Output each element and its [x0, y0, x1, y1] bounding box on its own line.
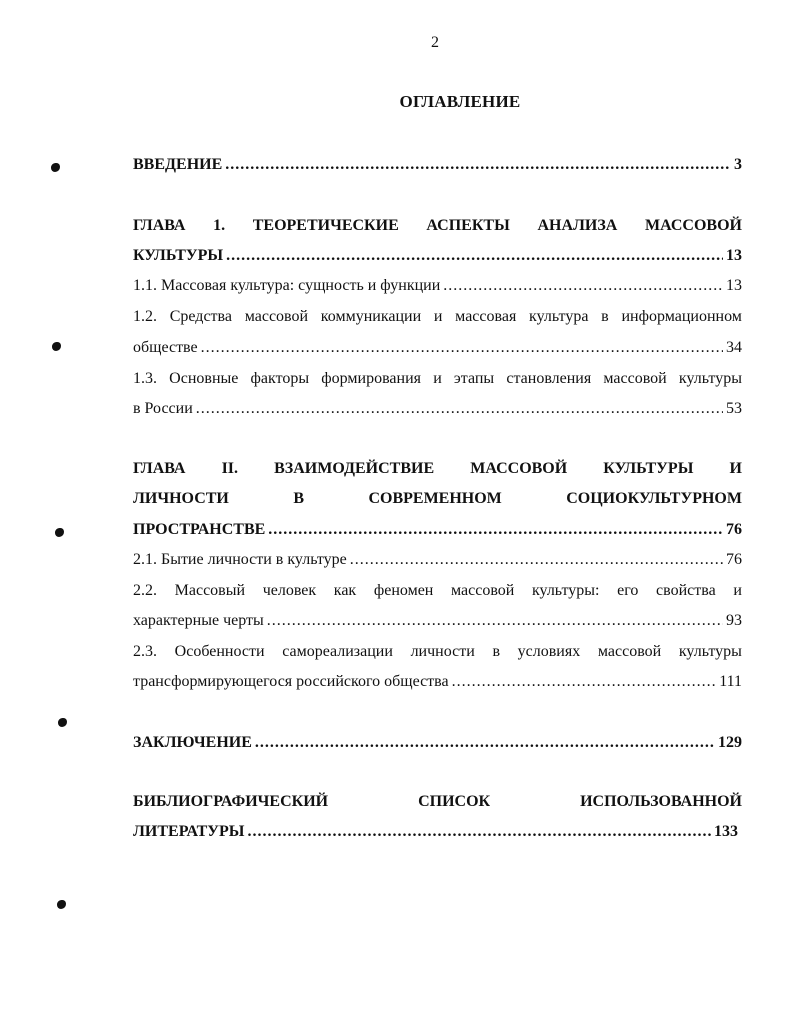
dot-leader [452, 672, 717, 692]
section-word: Основные [169, 370, 239, 387]
section-word: 2.2. [133, 582, 157, 599]
section-word: человек [262, 582, 317, 599]
toc-entry-page: 133 [714, 823, 738, 840]
toc-chapter2-heading-cont[interactable] [133, 520, 742, 540]
toc-entry-title: характерные черты [133, 612, 264, 629]
section-word: и [433, 308, 443, 325]
toc-entry-page: 53 [726, 400, 742, 417]
heading-word: II. [221, 460, 239, 477]
heading-word: ТЕОРЕТИЧЕСКИЕ [252, 217, 399, 234]
section-word: и [433, 370, 442, 387]
section-word: личности [410, 643, 475, 660]
section-word: Особенности [174, 643, 265, 660]
punch-hole-mark [58, 718, 67, 727]
dot-leader [350, 550, 723, 570]
section-word: Средства [169, 308, 232, 325]
toc-bibliography-heading-cont[interactable] [133, 822, 738, 842]
toc-section-2-3-cont[interactable] [133, 672, 742, 692]
toc-section-2-1[interactable] [133, 550, 742, 570]
section-word: 2.3. [133, 643, 157, 660]
dot-leader [226, 246, 723, 266]
section-word: культуры: [531, 582, 600, 599]
section-word: коммуникации [320, 308, 422, 325]
section-word: массовой [603, 370, 667, 387]
dot-leader [255, 733, 715, 753]
toc-chapter1-heading-cont[interactable] [133, 246, 742, 266]
toc-entry-title: обществе [133, 339, 198, 356]
toc-chapter1-heading[interactable] [133, 216, 742, 236]
section-word: условиях [517, 643, 581, 660]
toc-section-2-2-cont[interactable] [133, 611, 742, 631]
heading-word: СПИСОК [418, 793, 491, 810]
toc-entry-title: в России [133, 400, 193, 417]
heading-word: КУЛЬТУРЫ [603, 460, 694, 477]
heading-word: ЛИЧНОСТИ [133, 490, 229, 507]
heading-word: СОЦИОКУЛЬТУРНОМ [566, 490, 742, 507]
section-word: 1.3. [133, 370, 157, 387]
dot-leader [225, 155, 731, 175]
heading-word: И [729, 460, 742, 477]
toc-entry-page: 111 [719, 673, 742, 690]
section-word: факторы [250, 370, 310, 387]
dot-leader [247, 822, 711, 842]
toc-entry-title: трансформирующегося российского общества [133, 673, 449, 690]
section-word: массовой [244, 308, 309, 325]
toc-entry-page: 76 [726, 551, 742, 568]
section-word: массовой [597, 643, 662, 660]
toc-entry-page: 13 [726, 277, 742, 294]
section-word: массовая [455, 308, 517, 325]
section-word: массовой [451, 582, 515, 599]
heading-word: МАССОВОЙ [470, 460, 568, 477]
toc-entry-page: 34 [726, 339, 742, 356]
section-word: культура [529, 308, 589, 325]
dot-leader [268, 520, 723, 540]
section-word: этапы [453, 370, 495, 387]
toc-section-2-3[interactable] [133, 642, 742, 662]
toc-entry-conclusion[interactable] [133, 733, 742, 753]
section-word: как [333, 582, 357, 599]
dot-leader [443, 276, 723, 296]
section-word: свойства [656, 582, 716, 599]
page-number: 2 [431, 34, 439, 51]
toc-entry-page: 13 [726, 247, 742, 264]
section-word: 1.2. [133, 308, 157, 325]
section-word: и [733, 582, 742, 599]
section-word: культуры [678, 370, 742, 387]
dot-leader [267, 611, 723, 631]
toc-section-1-2[interactable] [133, 307, 742, 327]
heading-word: СОВРЕМЕННОМ [368, 490, 502, 507]
section-word: Массовый [174, 582, 246, 599]
heading-word: ГЛАВА [133, 460, 186, 477]
toc-entry-page: 129 [718, 734, 742, 751]
section-word: в [492, 643, 500, 660]
section-word: в [601, 308, 609, 325]
toc-chapter2-heading-line2[interactable] [133, 489, 742, 509]
section-word: его [617, 582, 639, 599]
heading-word: ВЗАИМОДЕЙСТВИЕ [274, 460, 435, 477]
section-word: феномен [373, 582, 434, 599]
punch-hole-mark [55, 528, 64, 537]
heading-word: 1. [213, 217, 226, 234]
toc-entry-page: 93 [726, 612, 742, 629]
punch-hole-mark [52, 342, 61, 351]
toc-section-1-3[interactable] [133, 369, 742, 389]
toc-section-1-1[interactable] [133, 276, 742, 296]
toc-entry-page: 76 [726, 521, 742, 538]
toc-chapter2-heading[interactable] [133, 459, 742, 479]
toc-bibliography-heading[interactable] [133, 792, 742, 812]
toc-section-1-2-cont[interactable] [133, 338, 742, 358]
toc-entry-title: 2.1. Бытие личности в культуре [133, 551, 347, 568]
toc-entry-title: ПРОСТРАНСТВЕ [133, 521, 266, 538]
punch-hole-mark [51, 163, 60, 172]
toc-section-1-3-cont[interactable] [133, 399, 742, 419]
toc-entry-title: ЗАКЛЮЧЕНИЕ [133, 734, 252, 751]
heading-word: В [293, 490, 304, 507]
toc-title: ОГЛАВЛЕНИЕ [399, 92, 521, 111]
section-word: культуры [678, 643, 742, 660]
punch-hole-mark [57, 900, 66, 909]
toc-entry-intro[interactable] [133, 155, 742, 175]
toc-entry-title: 1.1. Массовая культура: сущность и функции [133, 277, 441, 294]
toc-entry-page: 3 [734, 156, 742, 173]
toc-entry-title: ВВЕДЕНИЕ [133, 156, 223, 173]
heading-word: МАССОВОЙ [644, 217, 742, 234]
heading-word: АНАЛИЗА [537, 217, 618, 234]
heading-word: ГЛАВА [133, 217, 186, 234]
heading-word: ИСПОЛЬЗОВАННОЙ [580, 793, 742, 810]
dot-leader [201, 338, 723, 358]
heading-word: АСПЕКТЫ [426, 217, 510, 234]
section-word: становления [506, 370, 592, 387]
toc-entry-title: ЛИТЕРАТУРЫ [133, 823, 245, 840]
toc-entry-title: КУЛЬТУРЫ [133, 247, 224, 264]
section-word: самореализации [282, 643, 393, 660]
section-word: формирования [321, 370, 422, 387]
toc-section-2-2[interactable] [133, 581, 742, 601]
heading-word: БИБЛИОГРАФИЧЕСКИЙ [133, 793, 329, 810]
dot-leader [196, 399, 723, 419]
section-word: информационном [621, 308, 742, 325]
